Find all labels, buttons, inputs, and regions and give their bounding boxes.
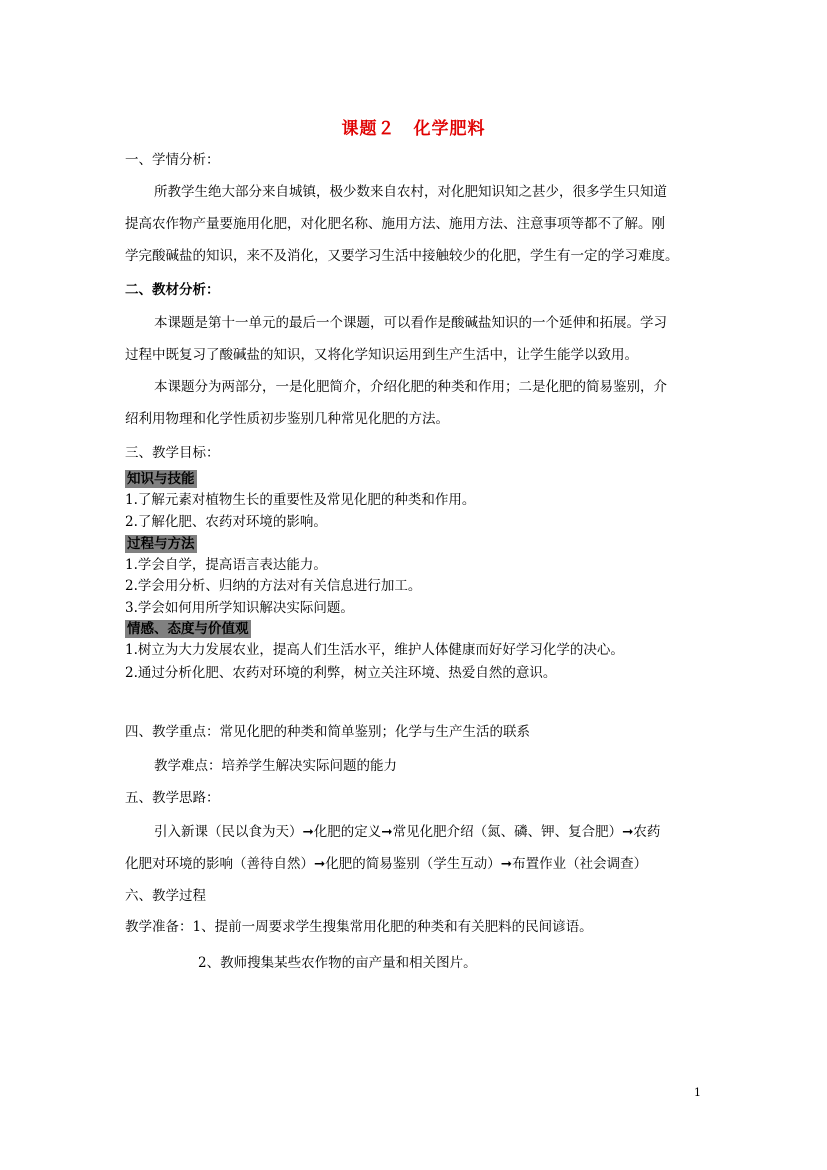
paragraph-line: 本课题分为两部分，一是化肥简介，介绍化肥的种类和作用；二是化肥的简易鉴别，介 [154,379,667,395]
list-item: 2.通过分析化肥、农药对环境的利弊，树立关注环境、热爱自然的意识。 [125,665,557,681]
section-1-heading: 一、学情分析： [125,152,220,168]
teaching-preparation-1: 教学准备：1、提前一周要求学生搜集常用化肥的种类和有关肥料的民间谚语。 [125,919,593,935]
list-item: 1.了解元素对植物生长的重要性及常见化肥的种类和作用。 [125,492,476,508]
teaching-difficulty: 教学难点：培养学生解决实际问题的能力 [154,758,397,774]
teaching-preparation-2: 2、教师搜集某些农作物的亩产量和相关图片。 [198,955,477,971]
knowledge-skills-label: 知识与技能 [127,471,195,487]
paragraph-line: 化肥对环境的影响（善待自然）➞化肥的简易鉴别（学生互动）➞布置作业（社会调查） [125,856,648,872]
paragraph-line: 本课题是第十一单元的最后一个课题，可以看作是酸碱盐知识的一个延伸和拓展。学习 [154,315,667,331]
paragraph-line: 引入新课（民以食为天）➞化肥的定义➞常见化肥介绍（氮、磷、钾、复合肥）➞农药 [154,824,661,840]
section-3-heading: 三、教学目标： [125,445,220,461]
section-5-heading: 五、教学思路： [125,790,220,806]
list-item: 1.树立为大力发展农业，提高人们生活水平，维护人体健康而好好学习化学的决心。 [125,642,624,658]
list-item: 2.学会用分析、归纳的方法对有关信息进行加工。 [125,578,422,594]
paragraph-line: 提高农作物产量要施用化肥，对化肥名称、施用方法、施用方法、注意事项等都不了解。刚 [125,216,665,232]
list-item: 2.了解化肥、农药对环境的影响。 [125,514,327,530]
section-6-heading: 六、教学过程 [125,888,206,904]
paragraph-line: 所教学生绝大部分来自城镇，极少数来自农村，对化肥知识知之甚少，很多学生只知道 [154,184,667,200]
teaching-key-points: 四、教学重点：常见化肥的种类和简单鉴别；化学与生产生活的联系 [125,724,530,740]
list-item: 1.学会自学，提高语言表达能力。 [125,557,327,573]
emotion-values-label: 情感、态度与价值观 [127,621,249,637]
paragraph-line: 绍利用物理和化学性质初步鉴别几种常见化肥的方法。 [125,411,449,427]
page-number: 1 [694,1086,701,1099]
list-item: 3.学会如何用所学知识解决实际问题。 [125,600,354,616]
paragraph-line: 学完酸碱盐的知识，来不及消化，又要学习生活中接触较少的化肥，学生有一定的学习难度。 [125,248,679,264]
paragraph-line: 过程中既复习了酸碱盐的知识，又将化学知识运用到生产生活中，让学生能学以致用。 [125,347,638,363]
page-title: 课题２ 化学肥料 [341,119,486,139]
process-methods-label: 过程与方法 [127,536,195,552]
section-2-heading: 二、教材分析： [125,282,220,298]
